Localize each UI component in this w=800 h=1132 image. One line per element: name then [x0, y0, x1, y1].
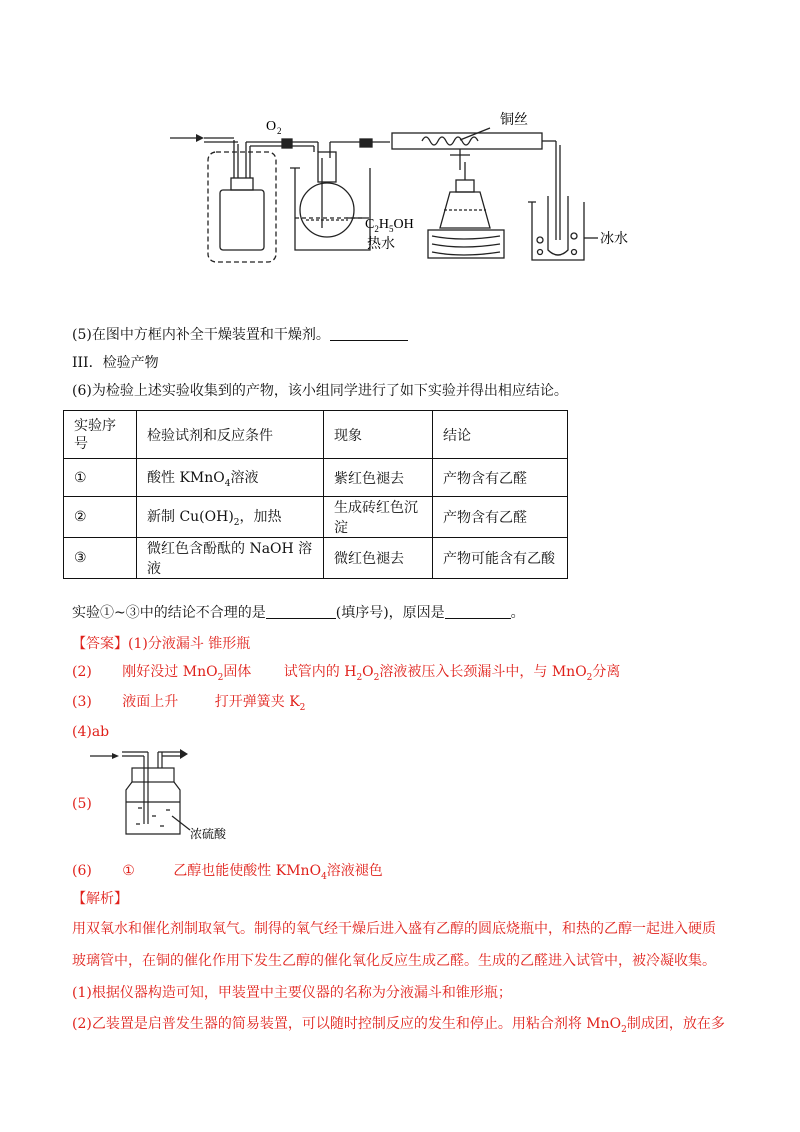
section-title: III．检验产物 [72, 355, 159, 371]
experiment-table [63, 410, 568, 579]
table-row: ① 酸性 KMnO$_4$溶液 紫红色褪去 产物含有乙醛 [64, 459, 568, 497]
answer-blank[interactable] [330, 326, 408, 341]
ice-water-label: 冰水 [600, 231, 628, 247]
answer-blank[interactable] [445, 604, 511, 619]
analysis-paragraph: 玻璃管中，在铜的催化作用下发生乙醇的催化氧化反应生成乙醛。生成的乙醛进入试管中，被冷凝收集。 [72, 953, 716, 969]
analysis-paragraph: (2)乙装置是启普发生器的简易装置，可以随时控制反应的发生和停止。用粘合剂将 MnO$_2$制成团，放在多 [72, 1016, 725, 1035]
question-6: (6)为检验上述实验收集到的产物，该小组同学进行了如下实验并得出相应结论。 [72, 383, 568, 399]
drying-bottle-figure [86, 746, 246, 846]
header-cell: 现象 [324, 411, 433, 459]
answer-blank[interactable] [266, 604, 336, 619]
table-row: ② 新制 $Cu(OH)_2$，加热 生成砖红色沉淀 产物含有乙醛 [64, 497, 568, 538]
apparatus-figure [160, 100, 640, 280]
answer-4: (4)ab [72, 724, 110, 740]
ethanol-label: $C_2H_5OH$ [365, 217, 414, 234]
answer-6: (6) ① 乙醇也能使酸性 KMnO$_4$溶液褪色 [72, 863, 383, 882]
svg-text:2: 2 [277, 126, 282, 136]
analysis-paragraph: 用双氧水和催化剂制取氧气。制得的氧气经干燥后进入盛有乙醇的圆底烧瓶中，和热的乙醇一起进入硬质 [72, 921, 716, 937]
header-cell: 实验序号 [64, 411, 137, 459]
question-conclusion: 实验①~③中的结论不合理的是 (填序号)，原因是 。 [72, 605, 525, 621]
table-row: ③ 微红色含酚酞的 NaOH 溶液 微红色褪去 产物可能含有乙酸 [64, 538, 568, 579]
hot-water-label: 热水 [367, 236, 395, 252]
analysis-paragraph: (1)根据仪器构造可知，甲装置中主要仪器的名称为分液漏斗和锥形瓶； [72, 985, 512, 1001]
o2-label: O [266, 119, 277, 134]
table-header-row [64, 411, 568, 459]
answer-3: (3) 液面上升 打开弹簧夹 $K_2$ [72, 694, 306, 713]
analysis-label: 【解析】 [72, 891, 128, 907]
question-5: (5)在图中方框内补全干燥装置和干燥剂。 [72, 325, 408, 345]
header-cell: 结论 [433, 411, 568, 459]
copper-wire-label: 铜丝 [500, 112, 528, 128]
answer-1: 【答案】(1)分液漏斗 锥形瓶 [72, 636, 251, 652]
answer-label: 【答案】 [72, 636, 128, 652]
header-cell: 检验试剂和反应条件 [137, 411, 324, 459]
conc-sulfuric-acid-label: 浓硫酸 [190, 827, 227, 841]
answer-2: (2) 刚好没过 MnO$_2$固体 试管内的 $H_2O_2$溶液被压入长颈漏斗中，与 MnO$_2$分离 [72, 664, 621, 683]
answer-5: (5) [72, 796, 92, 812]
